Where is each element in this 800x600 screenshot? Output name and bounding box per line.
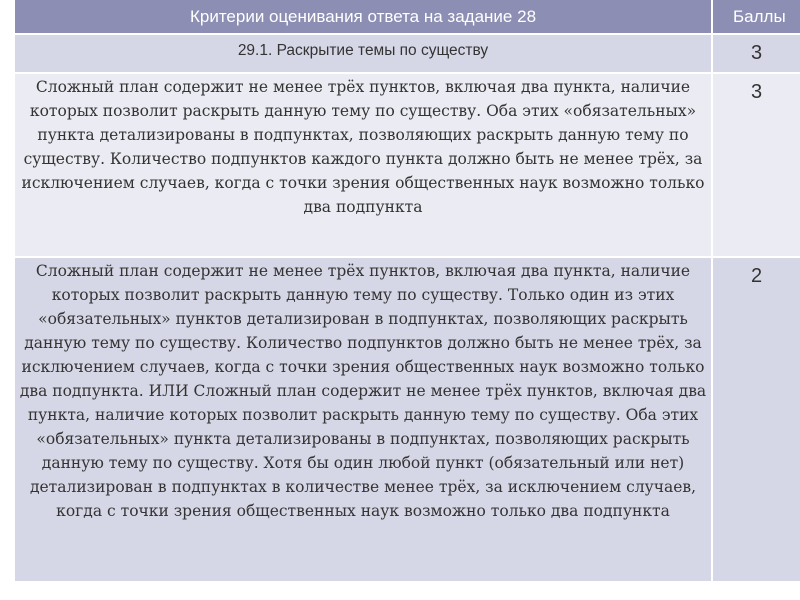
criteria-column-header: Критерии оценивания ответа на задание 28: [15, 0, 712, 34]
criterion-text: Сложный план содержит не менее трёх пунктов, включая два пункта, наличие которых позволит раскрыть данную тему по существу. Оба этих «обязательных» пункта детализированы в подпунктах, позволяющих раскрыть данную тему по существу. Количество подпунктов каждого пункта должно быть не менее трёх, за исключением случаев, когда с точки зрения общественных наук возможно только два подпункта: [15, 73, 712, 257]
table-row: [15, 257, 800, 582]
table-row: [15, 34, 800, 73]
criterion-score: 3: [712, 34, 800, 73]
table-header-row: [15, 0, 800, 34]
table-row: [15, 73, 800, 257]
criterion-score: 3: [712, 73, 800, 257]
criteria-table: [15, 0, 800, 583]
criterion-text: Сложный план содержит не менее трёх пунктов, включая два пункта, наличие которых позволит раскрыть данную тему по существу. Только один из этих «обязательных» пунктов детализирован в подпунктах, позволяющих раскрыть данную тему по существу. Количество подпунктов должно быть не менее трёх, за исключением случаев, когда с точки зрения общественных наук возможно только два подпункта. ИЛИ Сложный план содержит не менее трёх пунктов, включая два пункта, наличие которых позволит раскрыть данную тему по существу. Оба этих «обязательных» пункта детализированы в подпунктах, позволяющих раскрыть данную тему по существу. Хотя бы один любой пункт (обязательный или нет) детализирован в подпунктах в количестве менее трёх, за исключением случаев, когда с точки зрения общественных наук возможно только два подпункта: [15, 257, 712, 582]
score-column-header: Баллы: [712, 0, 800, 34]
criterion-text: 29.1. Раскрытие темы по существу: [15, 34, 712, 73]
criterion-score: 2: [712, 257, 800, 582]
